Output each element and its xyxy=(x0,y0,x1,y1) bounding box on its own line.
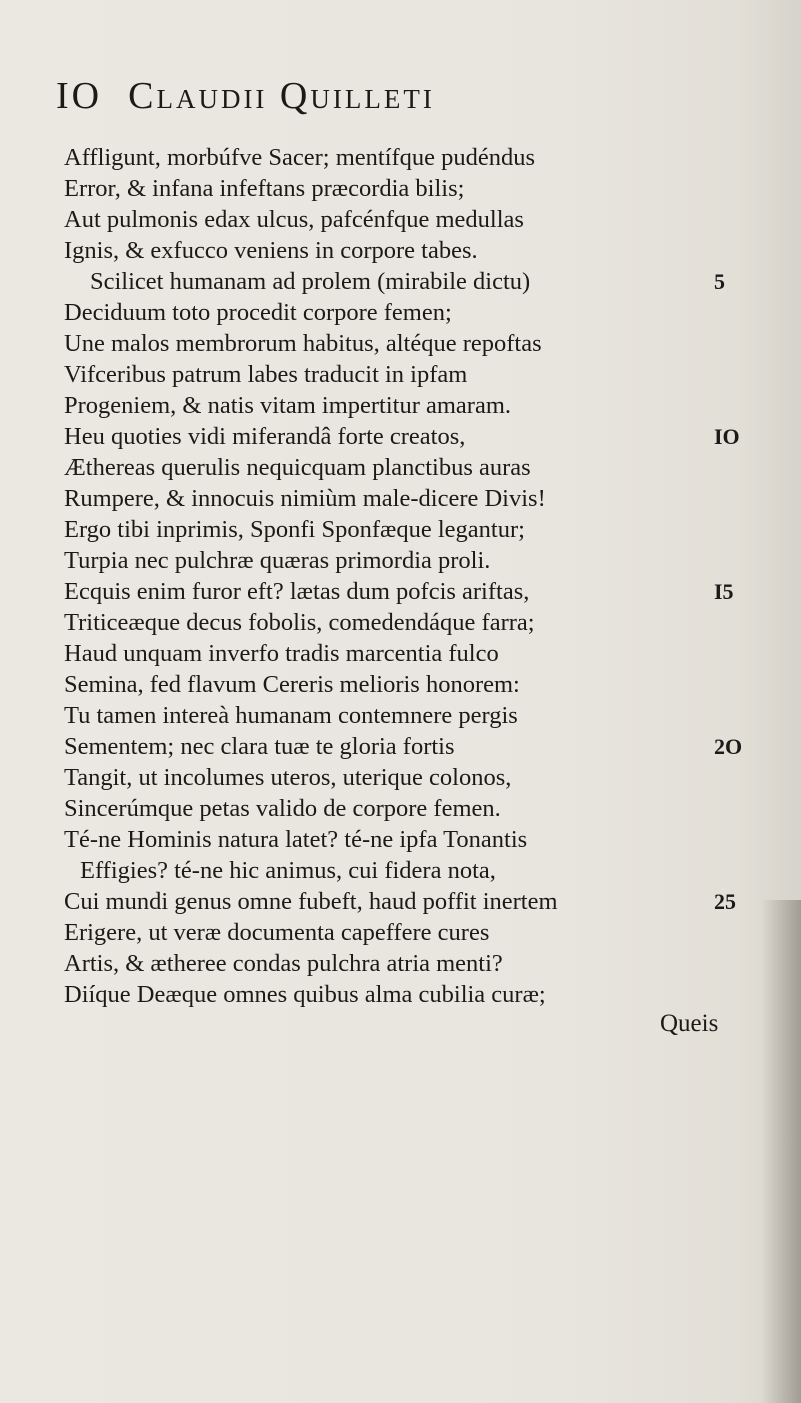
verse-line: Artis, & ætheree condas pulchra atria menti? xyxy=(64,950,503,977)
page-number: IO xyxy=(56,75,103,117)
verse-line: Cui mundi genus omne fubeft, haud poffit inertem xyxy=(64,888,558,915)
verse-line: Progeniem, & natis vitam impertitur amaram. xyxy=(64,392,512,419)
verse-line: Erigere, ut veræ documenta capeffere cures xyxy=(64,919,490,946)
verse-line: Semina, fed flavum Cereris melioris honorem: xyxy=(64,671,520,698)
verse-line: Scilicet humanam ad prolem (mirabile dictu) xyxy=(90,268,531,295)
running-title: Claudii Quilleti xyxy=(128,75,435,117)
verse-line: Diíque Deæque omnes quibus alma cubilia curæ; xyxy=(64,981,546,1008)
verse-line: Tu tamen intereà humanam contemnere pergis xyxy=(64,702,518,729)
line-number: 25 xyxy=(714,889,736,914)
verse-line: Sincerúmque petas valido de corpore femen. xyxy=(64,795,501,822)
verse-line: Deciduum toto procedit corpore femen; xyxy=(64,299,452,326)
verse-line: Turpia nec pulchræ quæras primordia proli. xyxy=(64,547,491,574)
verse-line: Té-ne Hominis natura latet? té-ne ipfa Tonantis xyxy=(64,826,528,853)
verse-line: Sementem; nec clara tuæ te gloria fortis xyxy=(64,733,455,760)
verse-line: Ecquis enim furor eft? lætas dum pofcis ariftas, xyxy=(64,578,530,605)
verse-line: Vifceribus patrum labes traducit in ipfam xyxy=(64,361,468,388)
catchword: Queis xyxy=(660,1010,719,1037)
verse-line: Rumpere, & innocuis nimiùm male-dicere Divis! xyxy=(64,485,546,512)
verse-line: Haud unquam inverfo tradis marcentia fulco xyxy=(64,640,499,667)
verse-line: Aut pulmonis edax ulcus, pafcénfque medullas xyxy=(64,206,524,233)
verse-line: Heu quoties vidi miferandâ forte creatos, xyxy=(64,423,466,450)
line-number: 5 xyxy=(714,269,725,294)
verse-line: Error, & infana infeftans præcordia bilis; xyxy=(64,175,465,202)
line-number: 2O xyxy=(714,734,743,759)
verse-line: Triticeæque decus fobolis, comedendáque farra; xyxy=(64,609,535,636)
verse-line: Tangit, ut incolumes uteros, uterique colonos, xyxy=(64,764,512,791)
verse-line: Ergo tibi inprimis, Sponfi Sponfæque legantur; xyxy=(64,516,525,543)
verse-line: Une malos membrorum habitus, altéque repoftas xyxy=(64,330,542,357)
line-number: I5 xyxy=(714,579,734,604)
verse-line: Affligunt, morbúfve Sacer; mentífque pudéndus xyxy=(64,144,536,171)
line-number: IO xyxy=(714,424,740,449)
verse-line: Æthereas querulis nequicquam planctibus auras xyxy=(64,454,531,481)
verse-line: Effigies? té-ne hic animus, cui fidera nota, xyxy=(80,857,496,884)
verse-line: Ignis, & exfucco veniens in corpore tabes. xyxy=(64,237,478,264)
